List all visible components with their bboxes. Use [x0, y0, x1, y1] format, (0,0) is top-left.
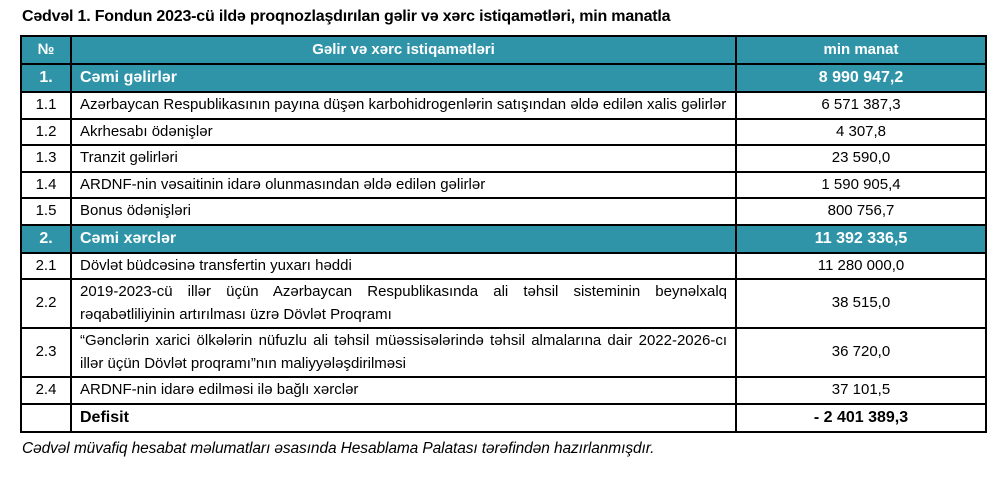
row-value: 36 720,0: [736, 328, 986, 377]
row-number: 2.4: [21, 377, 71, 404]
row-number: 2.: [21, 225, 71, 253]
table-row: [21, 92, 986, 119]
row-label: 2019-2023-cü illər üçün Azərbaycan Respublikasında ali təhsil sisteminin beynəlxalq rəqabətliliyinin artırılması üzrə Dövlət Proqramı: [71, 279, 736, 328]
table-row: [21, 328, 986, 377]
row-label: “Gənclərin xarici ölkələrin nüfuzlu ali təhsil müəssisələrində təhsil almalarına dair 2022-2026-cı illər üçün Dövlət proqramı”nın maliyyələşdirilməsi: [71, 328, 736, 377]
row-label: Tranzit gəlirləri: [71, 145, 736, 172]
row-label: Cəmi gəlirlər: [71, 64, 736, 92]
header-cell-number: №: [21, 36, 71, 64]
table-row: [21, 404, 986, 432]
row-label: ARDNF-nin idarə edilməsi ilə bağlı xərclər: [71, 377, 736, 404]
row-label: Azərbaycan Respublikasının payına düşən karbohidrogenlərin satışından əldə edilən xalis gəlirlər: [71, 92, 736, 119]
row-value: 8 990 947,2: [736, 64, 986, 92]
table-caption: Cədvəl 1. Fondun 2023-cü ildə proqnozlaşdırılan gəlir və xərc istiqamətləri, min manatla: [22, 8, 671, 25]
row-label: Bonus ödənişləri: [71, 198, 736, 225]
row-number: 1.3: [21, 145, 71, 172]
table-body: [21, 64, 986, 432]
table-row: [21, 279, 986, 328]
row-value: - 2 401 389,3: [736, 404, 986, 432]
header-row: [21, 36, 986, 64]
row-value: 800 756,7: [736, 198, 986, 225]
row-number: 2.2: [21, 279, 71, 328]
row-value: 4 307,8: [736, 119, 986, 146]
table-row: [21, 198, 986, 225]
row-label: Defisit: [71, 404, 736, 432]
row-number: 1.5: [21, 198, 71, 225]
header-cell-amount: min manat: [736, 36, 986, 64]
row-value: 37 101,5: [736, 377, 986, 404]
table-row: [21, 172, 986, 199]
table-row: [21, 119, 986, 146]
row-number: 1.4: [21, 172, 71, 199]
row-label: Akrhesabı ödənişlər: [71, 119, 736, 146]
table-row: [21, 64, 986, 92]
row-value: 6 571 387,3: [736, 92, 986, 119]
row-number: [21, 404, 71, 432]
source-note: Cədvəl müvafiq hesabat məlumatları əsasında Hesablama Palatası tərəfindən hazırlanmışdır.: [22, 439, 655, 457]
table-row: [21, 225, 986, 253]
row-number: 2.1: [21, 253, 71, 280]
table-row: [21, 253, 986, 280]
row-value: 1 590 905,4: [736, 172, 986, 199]
table-row: [21, 145, 986, 172]
table-row: [21, 377, 986, 404]
row-label: Cəmi xərclər: [71, 225, 736, 253]
header-cell-direction: Gəlir və xərc istiqamətləri: [71, 36, 736, 64]
row-number: 1.: [21, 64, 71, 92]
row-value: 23 590,0: [736, 145, 986, 172]
row-value: 11 392 336,5: [736, 225, 986, 253]
row-label: Dövlət büdcəsinə transfertin yuxarı həddi: [71, 253, 736, 280]
row-label: ARDNF-nin vəsaitinin idarə olunmasından əldə edilən gəlirlər: [71, 172, 736, 199]
income-expense-table: [20, 35, 987, 433]
row-number: 2.3: [21, 328, 71, 377]
row-number: 1.2: [21, 119, 71, 146]
row-value: 38 515,0: [736, 279, 986, 328]
row-number: 1.1: [21, 92, 71, 119]
row-value: 11 280 000,0: [736, 253, 986, 280]
